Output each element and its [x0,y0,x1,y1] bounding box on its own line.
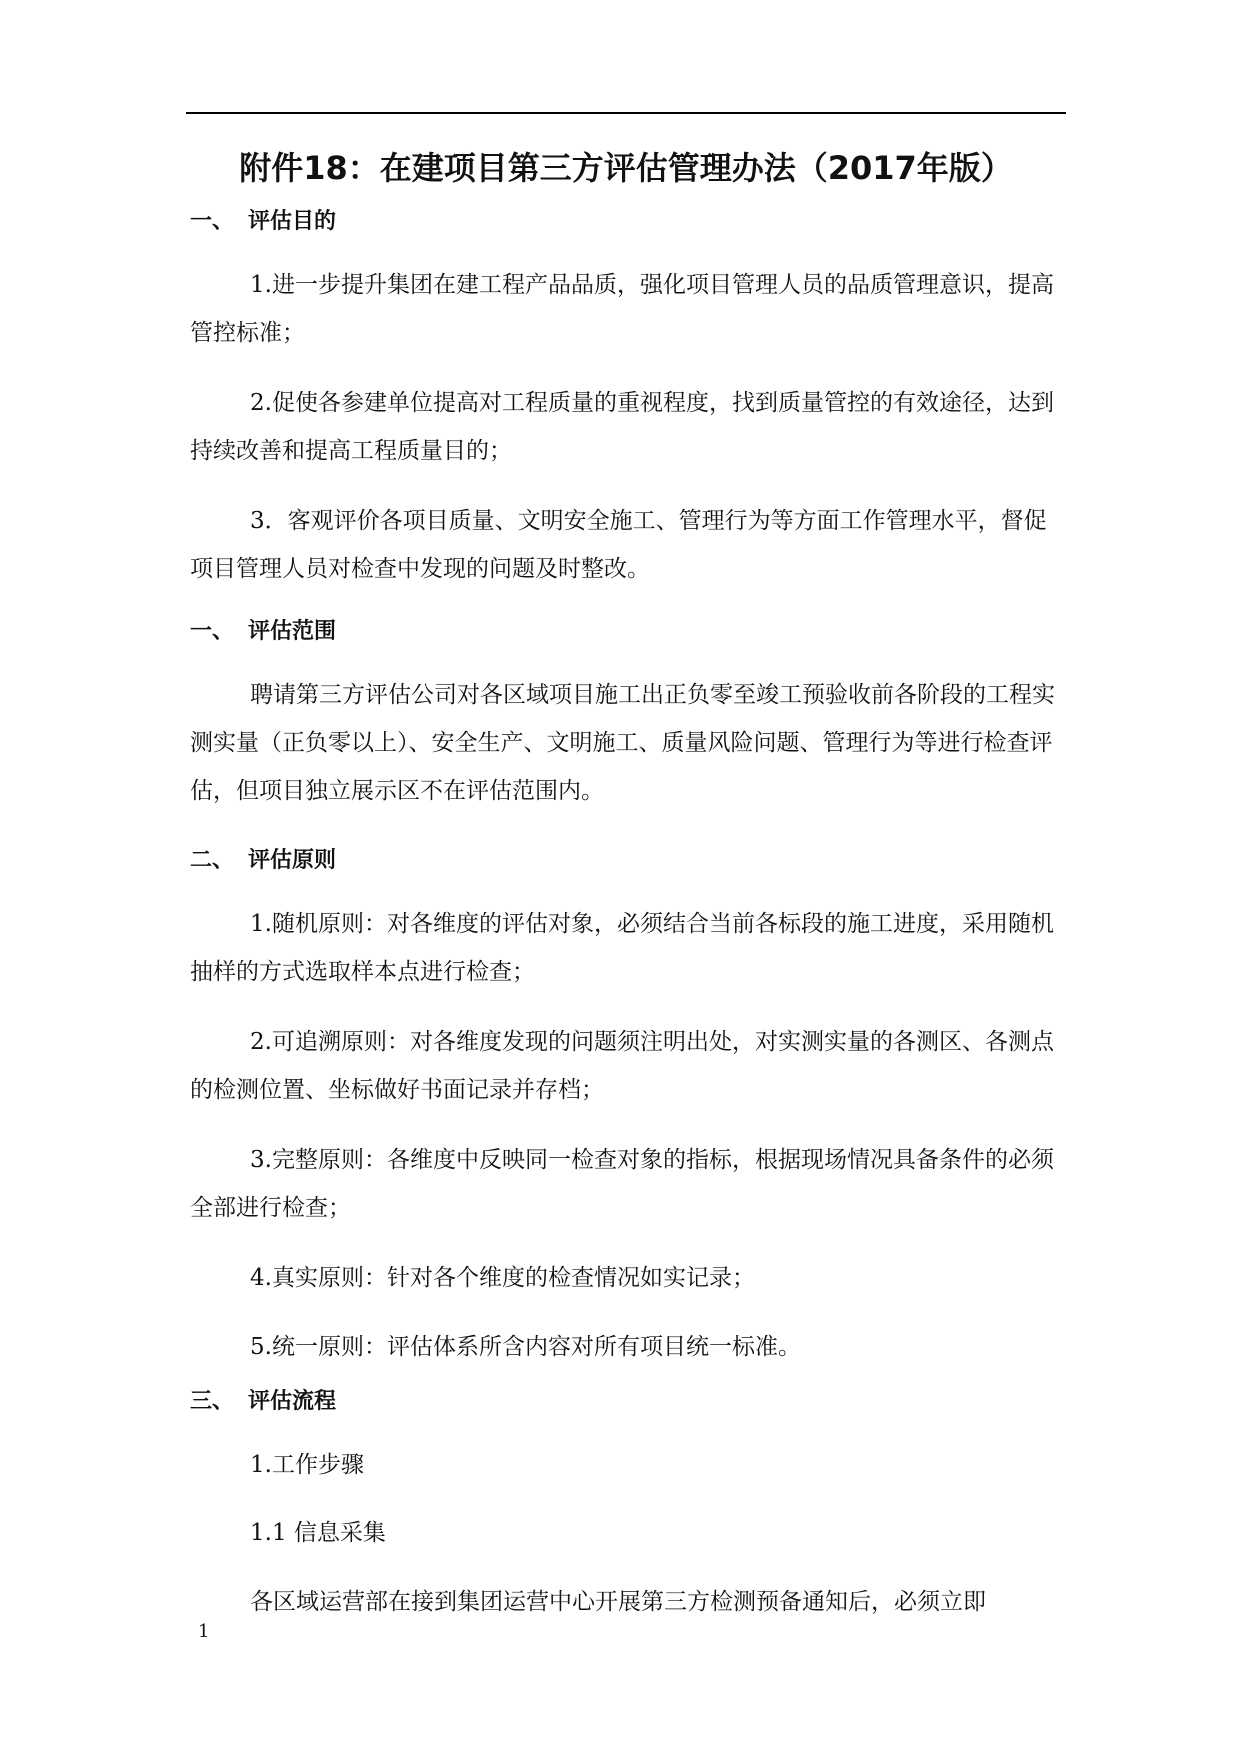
header-rule [186,112,1066,114]
paragraph: 5.统一原则：评估体系所含内容对所有项目统一标准。 [250,1334,801,1360]
section-number: 一、 [190,619,235,644]
paragraph: 3．客观评价各项目质量、文明安全施工、管理行为等方面工作管理水平，督促项目管理人员对检查中发现的问题及时整改。 [190,508,1047,582]
paragraph: 1.工作步骤 [250,1452,364,1478]
section-heading-purpose [190,206,336,238]
section-number: 一、 [190,209,235,234]
paragraph: 1.进一步提升集团在建工程产品品质，强化项目管理人员的品质管理意识，提高管控标准； [190,272,1054,346]
section-title: 评估原则 [248,848,337,873]
paragraph: 1.随机原则：对各维度的评估对象，必须结合当前各标段的施工进度，采用随机抽样的方式选取样本点进行检查； [190,911,1054,985]
section-title: 评估范围 [248,619,337,644]
page-number: 1 [198,1621,210,1642]
section-heading-scope [190,616,336,648]
section-title: 评估目的 [248,209,337,234]
paragraph: 聘请第三方评估公司对各区域项目施工出正负零至竣工预验收前各阶段的工程实测实量（正负零以上）、安全生产、文明施工、质量风险问题、管理行为等进行检查评估，但项目独立展示区不在评估范围内。 [190,682,1055,804]
paragraph: 2.促使各参建单位提高对工程质量的重视程度，找到质量管控的有效途径，达到持续改善和提高工程质量目的； [190,390,1054,464]
section-number: 三、 [190,1389,235,1414]
paragraph: 3.完整原则：各维度中反映同一检查对象的指标，根据现场情况具备条件的必须全部进行检查； [190,1147,1054,1221]
paragraph: 1.1 信息采集 [250,1520,386,1546]
section-heading-principles [190,845,336,877]
paragraph: 各区域运营部在接到集团运营中心开展第三方检测预备通知后，必须立即 [250,1589,986,1615]
section-title: 评估流程 [248,1389,337,1414]
paragraph: 4.真实原则：针对各个维度的检查情况如实记录； [250,1265,755,1291]
paragraph: 2.可追溯原则：对各维度发现的问题须注明出处，对实测实量的各测区、各测点的检测位置、坐标做好书面记录并存档； [190,1029,1054,1103]
section-heading-process [190,1386,336,1418]
document-title: 附件18：在建项目第三方评估管理办法（2017年版） [239,149,1013,187]
section-number: 二、 [190,848,235,873]
